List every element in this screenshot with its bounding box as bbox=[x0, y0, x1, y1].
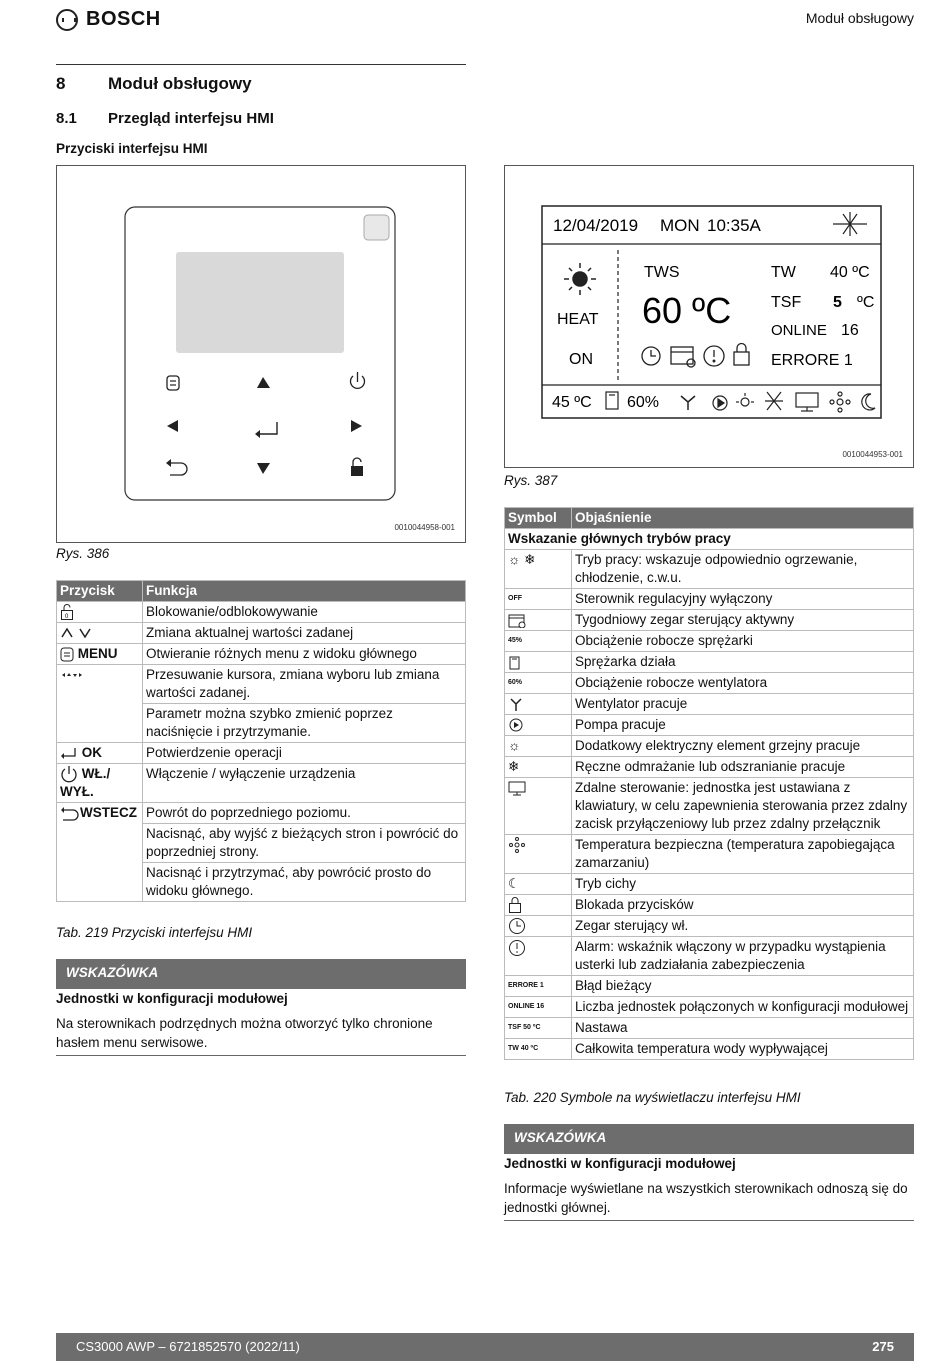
symbol-cell bbox=[505, 652, 572, 673]
sun-snowflake-icon: ☼ ❄ bbox=[508, 552, 536, 567]
table-row bbox=[57, 665, 466, 704]
table-row bbox=[505, 757, 914, 778]
symbol-cell: 45% bbox=[505, 631, 572, 652]
text-cell: Obciążenie robocze sprężarki bbox=[572, 631, 914, 652]
lcd-display-drawing bbox=[505, 166, 913, 466]
power-button-cell bbox=[57, 764, 143, 803]
footer-doc-id: CS3000 AWP – 6721852570 (2022/11) bbox=[76, 1339, 300, 1354]
table-row bbox=[505, 895, 914, 916]
fan-icon bbox=[508, 696, 524, 712]
function-cell: Otwieranie różnych menu z widoku głównego bbox=[143, 644, 466, 665]
text-cell: Pompa pracuje bbox=[572, 715, 914, 736]
function-cell: Przesuwanie kursora, zmiana wyboru lub zmiana wartości zadanej. bbox=[143, 665, 466, 704]
symbol-cell bbox=[505, 736, 572, 757]
function-cell: Parametr można szybko zmienić poprzez naciśnięcie i przytrzymanie. bbox=[143, 704, 466, 743]
text-cell: Całkowita temperatura wody wypływającej bbox=[572, 1039, 914, 1060]
note-title-left: Jednostki w konfiguracji modułowej bbox=[56, 991, 288, 1006]
group-heading: Wskazanie głównych trybów pracy bbox=[505, 529, 914, 550]
table-row bbox=[505, 715, 914, 736]
lcd-tsf: TSF bbox=[771, 294, 802, 311]
text-cell: Ręczne odmrażanie lub odszranianie pracuje bbox=[572, 757, 914, 778]
table-row bbox=[505, 874, 914, 895]
clock-icon bbox=[508, 917, 526, 935]
text-cell: Obciążenie robocze wentylatora bbox=[572, 673, 914, 694]
section-title: Przegląd interfejsu HMI bbox=[108, 110, 274, 127]
column-header: Przycisk bbox=[57, 581, 143, 602]
note-text-left: Na sterownikach podrzędnych można otworzyć tylko chronione hasłem menu serwisowe. bbox=[56, 1016, 433, 1050]
symbol-cell: ONLINE 16 bbox=[505, 997, 572, 1018]
key-lock-icon bbox=[508, 897, 522, 913]
alarm-icon bbox=[508, 939, 526, 957]
lcd-tsf-unit: ºC bbox=[857, 294, 875, 311]
page-number: 275 bbox=[872, 1339, 894, 1354]
chapter-number: 8 bbox=[56, 74, 66, 93]
figure-id: 0010044953-001 bbox=[842, 450, 903, 459]
text-cell: Alarm: wskaźnik włączony w przypadku wystąpienia usterki lub zadziałania zabezpieczenia bbox=[572, 937, 914, 976]
table-row bbox=[505, 736, 914, 757]
table-row bbox=[57, 602, 466, 623]
compressor-icon bbox=[508, 654, 522, 670]
hmi-device-drawing bbox=[57, 166, 465, 542]
calendar-clock-icon bbox=[508, 613, 526, 628]
arrow-keys-icon bbox=[60, 671, 84, 679]
lcd-heat: HEAT bbox=[557, 311, 599, 328]
note-rule-left bbox=[56, 1055, 466, 1056]
lcd-online: ONLINE bbox=[771, 322, 827, 339]
running-header: Moduł obsługowy bbox=[805, 10, 914, 26]
symbol-cell: ERRORE 1 bbox=[505, 976, 572, 997]
table-row bbox=[505, 916, 914, 937]
symbol-cell bbox=[505, 757, 572, 778]
table-group-row bbox=[505, 529, 914, 550]
symbol-cell: 60% bbox=[505, 673, 572, 694]
brand-name: BOSCH bbox=[86, 8, 161, 30]
function-cell: Nacisnąć, aby wyjść z bieżących stron i powrócić do poprzedniej strony. bbox=[143, 824, 466, 863]
svg-text:0: 0 bbox=[65, 614, 69, 621]
subheading: Przyciski interfejsu HMI bbox=[56, 141, 208, 156]
menu-button-cell bbox=[57, 644, 143, 665]
lcd-tw-value: 40 ºC bbox=[830, 264, 870, 281]
figure-386-caption: Rys. 386 bbox=[56, 546, 110, 561]
text-cell: Tryb pracy: wskazuje odpowiednio ogrzewanie, chłodzenie, c.w.u. bbox=[572, 550, 914, 589]
section-number: 8.1 bbox=[56, 110, 77, 127]
table-row bbox=[505, 589, 914, 610]
menu-label: MENU bbox=[77, 646, 118, 661]
lcd-errore: ERRORE 1 bbox=[771, 352, 853, 369]
lcd-online-value: 16 bbox=[841, 322, 859, 339]
note-bar-right: WSKAZÓWKA bbox=[504, 1124, 914, 1154]
lcd-tw: TW bbox=[771, 264, 796, 281]
text-cell: Sprężarka działa bbox=[572, 652, 914, 673]
figure-387 bbox=[504, 165, 914, 468]
lcd-time: 10:35A bbox=[707, 216, 761, 235]
function-cell: Nacisnąć i przytrzymać, aby powrócić prosto do widoku głównego. bbox=[143, 863, 466, 902]
table-header-row bbox=[57, 581, 466, 602]
symbol-cell bbox=[505, 550, 572, 589]
symbol-cell bbox=[505, 895, 572, 916]
lcd-date: 12/04/2019 bbox=[553, 216, 639, 235]
symbol-cell bbox=[505, 694, 572, 715]
symbol-cell bbox=[505, 610, 572, 631]
arrows-button-cell bbox=[57, 665, 143, 743]
symbol-cell: TSF 50 ºC bbox=[505, 1018, 572, 1039]
back-icon bbox=[60, 807, 80, 821]
text-cell: Wentylator pracuje bbox=[572, 694, 914, 715]
table-row bbox=[57, 644, 466, 665]
table-row bbox=[57, 803, 466, 824]
figure-386 bbox=[56, 165, 466, 543]
enter-icon bbox=[60, 747, 78, 759]
symbol-cell bbox=[505, 874, 572, 895]
text-cell: Błąd bieżący bbox=[572, 976, 914, 997]
bosch-armature-icon bbox=[56, 9, 78, 31]
antifreeze-icon bbox=[508, 837, 526, 853]
table-row bbox=[505, 610, 914, 631]
ok-label: OK bbox=[81, 745, 103, 760]
symbol-cell: TW 40 ºC bbox=[505, 1039, 572, 1060]
column-header: Objaśnienie bbox=[572, 508, 914, 529]
lcd-day: MON bbox=[660, 216, 700, 235]
back-label: WSTECZ bbox=[80, 805, 137, 821]
table-row bbox=[505, 1039, 914, 1060]
lock-button-cell bbox=[57, 602, 143, 623]
table-row bbox=[505, 937, 914, 976]
text-cell: Zdalne sterowanie: jednostka jest ustawiana z klawiatury, w celu zapewnienia sterowania przez zdalny zacisk przyłączeniowy lub przez zdalny przełącznik bbox=[572, 778, 914, 835]
note-bar-left: WSKAZÓWKA bbox=[56, 959, 466, 989]
lcd-big-temperature: 60 ºC bbox=[642, 290, 732, 331]
symbol-cell bbox=[505, 937, 572, 976]
symbol-cell bbox=[505, 715, 572, 736]
function-cell: Zmiana aktualnej wartości zadanej bbox=[143, 623, 466, 644]
symbol-cell bbox=[505, 835, 572, 874]
lcd-tsf-value: 5 bbox=[833, 294, 842, 311]
note-title-right: Jednostki w konfiguracji modułowej bbox=[504, 1156, 736, 1171]
function-cell: Powrót do poprzedniego poziomu. bbox=[143, 803, 466, 824]
table-row bbox=[505, 652, 914, 673]
table-row bbox=[505, 1018, 914, 1039]
lcd-on: ON bbox=[569, 351, 593, 368]
table-row bbox=[505, 631, 914, 652]
table-220-caption: Tab. 220 Symbole na wyświetlaczu interfejsu HMI bbox=[504, 1090, 801, 1105]
column-header: Funkcja bbox=[143, 581, 466, 602]
function-cell: Włączenie / wyłączenie urządzenia bbox=[143, 764, 466, 803]
note-rule-right bbox=[504, 1220, 914, 1221]
ok-button-cell bbox=[57, 743, 143, 764]
chapter-title: Moduł obsługowy bbox=[108, 74, 252, 93]
table-row bbox=[505, 778, 914, 835]
table-row bbox=[505, 550, 914, 589]
symbol-cell bbox=[505, 778, 572, 835]
text-cell: Sterownik regulacyjny wyłączony bbox=[572, 589, 914, 610]
power-icon bbox=[60, 765, 78, 783]
lcd-bottom-temp: 45 ºC bbox=[552, 394, 592, 411]
table-219-caption: Tab. 219 Przyciski interfejsu HMI bbox=[56, 925, 253, 940]
defrost-icon: ❄ bbox=[508, 759, 520, 774]
function-cell: Blokowanie/odblokowywanie bbox=[143, 602, 466, 623]
figure-id: 0010044958-001 bbox=[394, 523, 455, 532]
chapter-heading bbox=[56, 74, 252, 94]
figure-387-caption: Rys. 387 bbox=[504, 473, 558, 488]
text-cell: Temperatura bezpieczna (temperatura zapobiegająca zamarzaniu) bbox=[572, 835, 914, 874]
up-down-chevron-icon bbox=[60, 627, 96, 639]
table-row bbox=[57, 623, 466, 644]
table-row bbox=[505, 997, 914, 1018]
table-row bbox=[57, 764, 466, 803]
function-cell: Potwierdzenie operacji bbox=[143, 743, 466, 764]
chapter-rule bbox=[56, 64, 466, 65]
table-row bbox=[505, 673, 914, 694]
page-footer bbox=[56, 1333, 914, 1361]
text-cell: Zegar sterujący wł. bbox=[572, 916, 914, 937]
table-row bbox=[505, 835, 914, 874]
remote-control-icon bbox=[508, 781, 526, 796]
menu-icon bbox=[60, 647, 74, 662]
back-button-cell bbox=[57, 803, 143, 902]
bosch-logo bbox=[56, 8, 161, 31]
table-219 bbox=[56, 580, 466, 902]
text-cell: Blokada przycisków bbox=[572, 895, 914, 916]
pump-icon bbox=[508, 717, 524, 733]
column-header: Symbol bbox=[505, 508, 572, 529]
text-cell: Tygodniowy zegar sterujący aktywny bbox=[572, 610, 914, 631]
table-220 bbox=[504, 507, 914, 1060]
text-cell: Liczba jednostek połączonych w konfiguracji modułowej bbox=[572, 997, 914, 1018]
section-heading bbox=[56, 110, 274, 127]
table-row bbox=[57, 743, 466, 764]
power-label: WŁ./ WYŁ. bbox=[60, 766, 111, 800]
lcd-bottom-percent: 60% bbox=[627, 394, 660, 411]
text-cell: Nastawa bbox=[572, 1018, 914, 1039]
unlock-icon bbox=[60, 604, 74, 620]
text-cell: Dodatkowy elektryczny element grzejny pracuje bbox=[572, 736, 914, 757]
silent-mode-icon: ☾ bbox=[508, 876, 521, 891]
text-cell: Tryb cichy bbox=[572, 874, 914, 895]
up-down-button-cell bbox=[57, 623, 143, 644]
electric-heater-icon: ☼ bbox=[508, 738, 521, 753]
lcd-tws: TWS bbox=[644, 264, 680, 281]
note-text-right: Informacje wyświetlane na wszystkich sterownikach odnoszą się do jednostki głównej. bbox=[504, 1181, 908, 1215]
table-header-row bbox=[505, 508, 914, 529]
table-row bbox=[505, 694, 914, 715]
table-row bbox=[505, 976, 914, 997]
symbol-cell: OFF bbox=[505, 589, 572, 610]
symbol-cell bbox=[505, 916, 572, 937]
